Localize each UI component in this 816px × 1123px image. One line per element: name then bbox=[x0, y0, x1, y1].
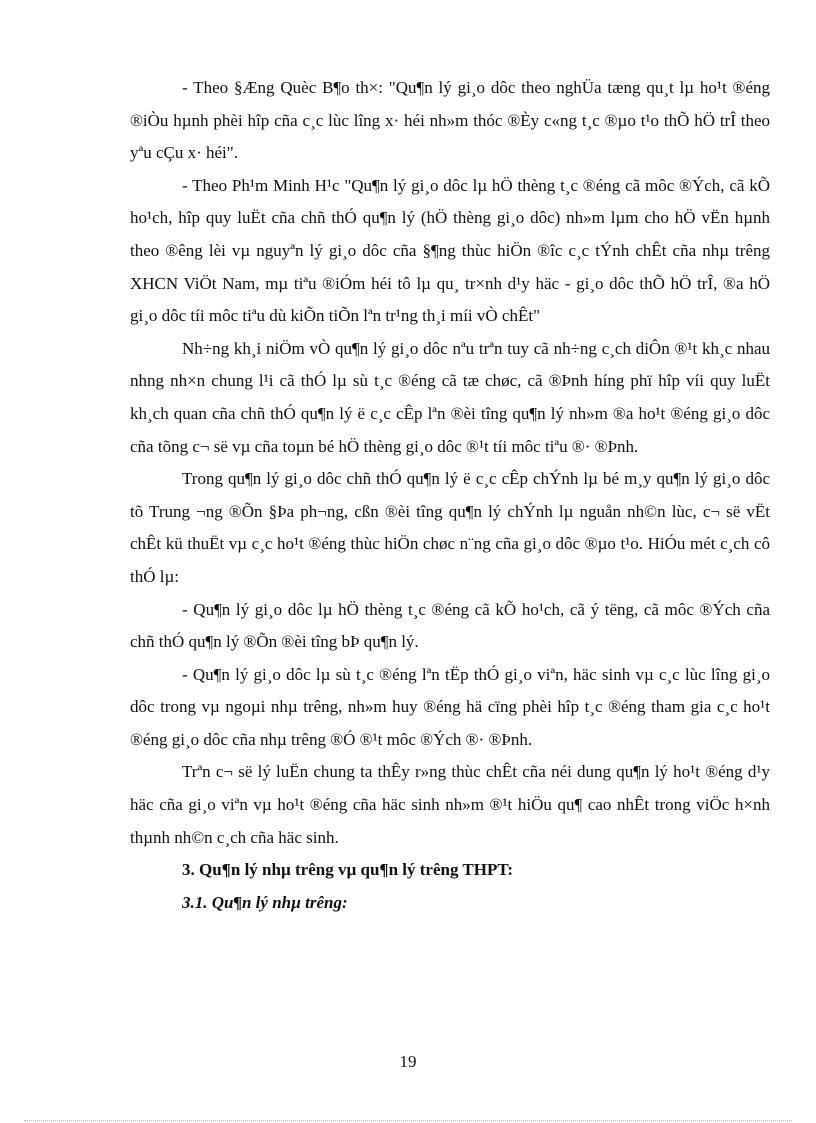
paragraph-bullet-system: - Qu¶n lý gi¸o dôc lµ hÖ thèng t¸c ®éng cã kÕ ho¹ch, cã ý tëng, cã môc ®Ých cña chñ thÓ qu¶n lý ®Õn ®èi tîng bÞ qu¶n lý. bbox=[130, 599, 770, 652]
paragraph-management-subjects: Trong qu¶n lý gi¸o dôc chñ thÓ qu¶n lý ë c¸c cÊp chÝnh lµ bé m¸y qu¶n lý gi¸o dôc tõ Trung ¬ng ®Õn §Þa ph¬ng, cßn ®èi tîng qu¶n lý chÝnh lµ nguån nh©n lùc, c¬ së vËt chÊt kü thuËt vµ c¸c ho¹t ®éng thùc hiÖn chøc n¨ng cña gi¸o dôc ®µo t¹o. HiÓu mét c¸ch cô thÓ lµ: bbox=[130, 469, 770, 586]
body-text bbox=[130, 72, 770, 919]
paragraph-concept-summary: Nh÷ng kh¸i niÖm vÒ qu¶n lý gi¸o dôc nªu trªn tuy cã nh÷ng c¸ch diÔn ®¹t kh¸c nhau nhng nh×n chung l¹i cã thÓ lµ sù t¸c ®éng cã tæ chøc, cã ®Þnh híng phï hîp víi quy luËt kh¸ch quan cña chñ thÓ qu¶n lý ë c¸c cÊp lªn ®èi tîng qu¶n lý nh»m ®a ho¹t ®éng gi¸o dôc cña tõng c¬ së vµ cña toµn bé hÖ thèng gi¸o dôc ®¹t tíi môc tiªu ®· ®Þnh. bbox=[130, 338, 770, 456]
paragraph-pham-minh-hac-definition: - Theo Ph¹m Minh H¹c "Qu¶n lý gi¸o dôc lµ hÖ thèng t¸c ®éng cã môc ®Ých, cã kÕ ho¹ch, hîp quy luËt cña chñ thÓ qu¶n lý (hÖ thèng gi¸o dôc) nh»m lµm cho hÖ vËn hµnh theo ®êng lèi vµ nguyªn lý gi¸o dôc cña §¶ng thùc hiÖn ®îc c¸c tÝnh chÊt cña nhµ trêng XHCN ViÖt Nam, mµ tiªu ®iÓm héi tô lµ qu¸ tr×nh d¹y häc - gi¸o dôc thÕ hÖ trÎ, ®a hÖ gi¸o dôc tíi môc tiªu dù kiÕn tiÕn lªn tr¹ng th¸i míi vÒ chÊt" bbox=[130, 175, 770, 326]
page-bottom-rule bbox=[24, 1120, 792, 1121]
section-heading: 3. Qu¶n lý nhµ trêng vµ qu¶n lý trêng THPT: bbox=[182, 860, 514, 880]
page-number: 19 bbox=[399, 1052, 417, 1071]
paragraph-dang-quoc-bao-definition: - Theo §Æng Quèc B¶o th×: "Qu¶n lý gi¸o dôc theo nghÜa tæng qu¸t lµ ho¹t ®éng ®iÒu hµnh phèi hîp cña c¸c lùc lîng x· héi nh»m thóc ®Èy c«ng t¸c ®µo t¹o thÕ hÖ trÎ theo yªu cÇu x· héi". bbox=[130, 78, 770, 163]
paragraph-conclusion: Trªn c¬ së lý luËn chung ta thÊy r»ng thùc chÊt cña néi dung qu¶n lý ho¹t ®éng d¹y häc cña gi¸o viªn vµ ho¹t ®éng cña häc sinh nh»m ®¹t hiÖu qu¶ cao nhÊt trong viÖc h×nh thµnh nh©n c¸ch cña häc sinh. bbox=[130, 762, 770, 847]
paragraph-bullet-impact: - Qu¶n lý gi¸o dôc lµ sù t¸c ®éng lªn tËp thÓ gi¸o viªn, häc sinh vµ c¸c lùc lîng gi¸o dôc trong vµ ngoµi nhµ trêng, nh»m huy ®éng hä cïng phèi hîp t¸c ®éng tham gia c¸c ho¹t ®éng gi¸o dôc cña nhµ trêng ®Ó ®¹t môc ®Ých ®· ®Þnh. bbox=[130, 664, 770, 749]
subsection-heading: 3.1. Qu¶n lý nhµ trêng: bbox=[182, 892, 348, 912]
